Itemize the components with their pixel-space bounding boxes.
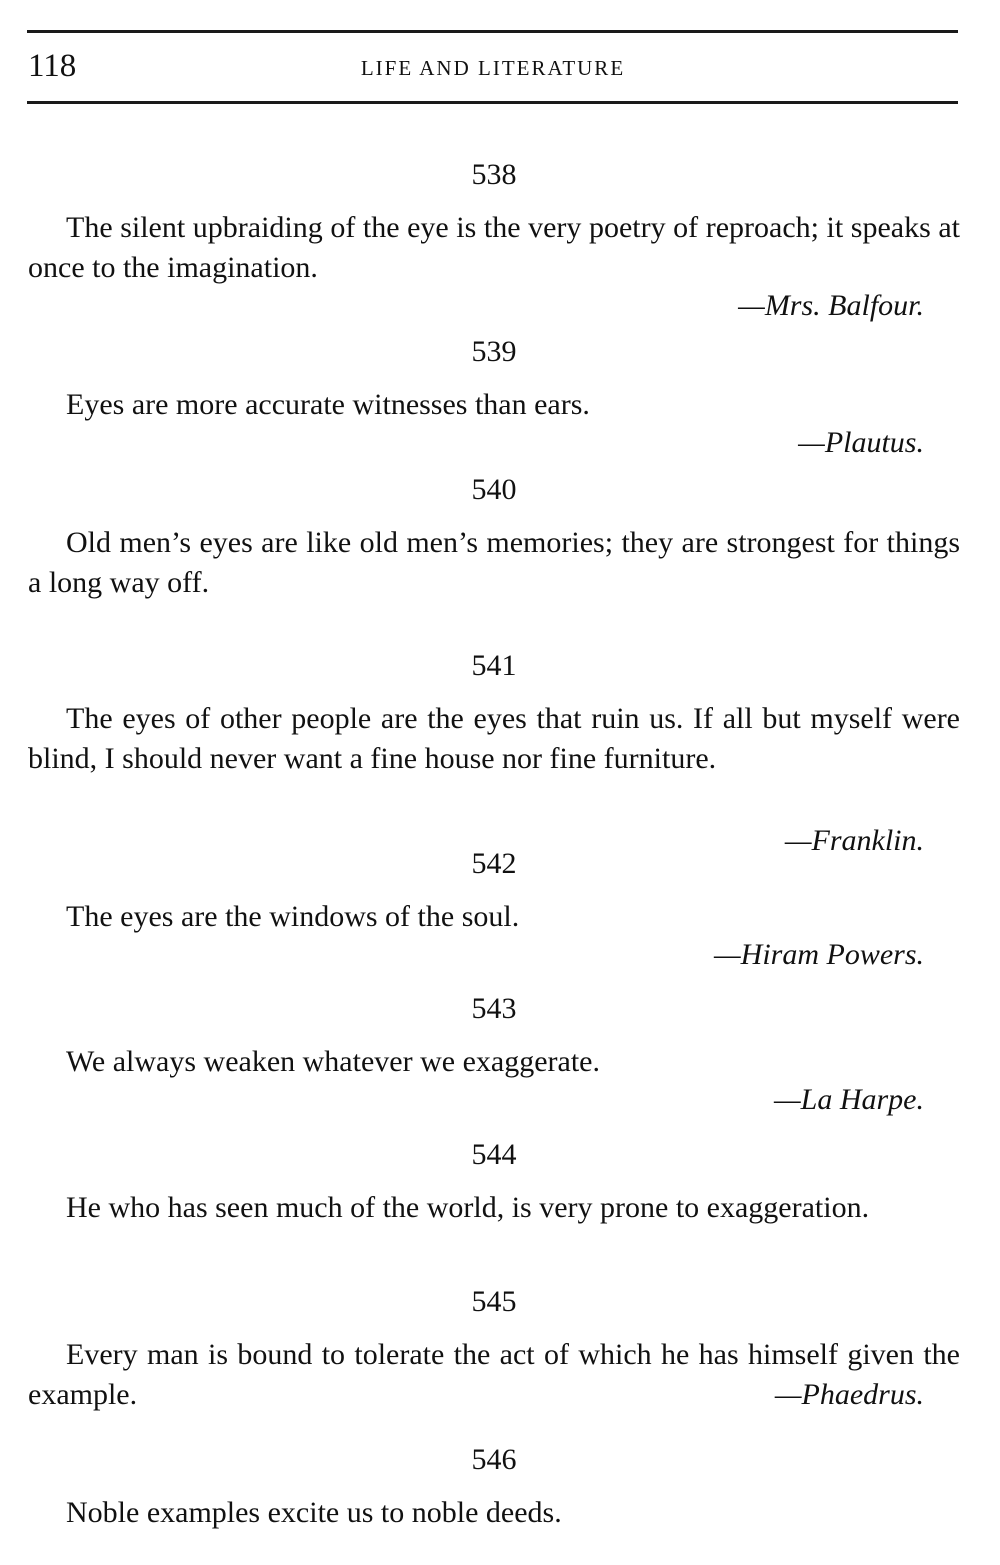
header-bottom-rule	[27, 101, 958, 104]
quotation-body: The eyes of other people are the eyes that ruin us. If all but myself were blind, I should never want a fine house nor fine furniture.	[28, 702, 960, 775]
quotation-entry	[28, 647, 960, 857]
page-number: 118	[28, 48, 77, 84]
quotation-author: —Hiram Powers.	[713, 938, 924, 971]
quotation-text: The silent upbraiding of the eye is the very poetry of reproach; it speaks at once to the imagination.	[28, 211, 960, 284]
quotation-entry	[28, 156, 960, 324]
entry-number: 542	[471, 847, 517, 880]
running-title: LIFE AND LITERATURE	[360, 56, 626, 80]
quotation-entry	[28, 1283, 960, 1413]
quotation-text	[28, 699, 960, 857]
entry-number: 546	[471, 1443, 517, 1476]
entry-number: 540	[471, 473, 517, 506]
header-top-rule	[27, 30, 958, 33]
quotation-entry	[28, 1136, 960, 1228]
quotation-text: Eyes are more accurate witnesses than ears.	[66, 388, 590, 421]
quotation-body: Every man is bound to tolerate the act of which he has himself given the example.	[28, 1338, 960, 1411]
quotation-author: —Phaedrus.	[774, 1378, 924, 1411]
quotation-author: —La Harpe.	[773, 1083, 924, 1116]
entry-number: 541	[471, 649, 517, 682]
quotation-entry	[28, 1441, 960, 1533]
quotation-text: He who has seen much of the world, is very prone to exaggeration.	[66, 1191, 870, 1224]
quotation-text: We always weaken whatever we exaggerate.	[66, 1045, 600, 1078]
entry-number: 544	[471, 1138, 517, 1171]
quotation-text: Old men’s eyes are like old men’s memories; they are strongest for things a long way off.	[28, 526, 960, 599]
quotation-entry	[28, 845, 960, 973]
quotation-text: The eyes are the windows of the soul.	[66, 900, 520, 933]
quotation-entry	[28, 471, 960, 603]
entry-number: 538	[471, 158, 517, 191]
entry-number: 543	[471, 992, 517, 1025]
quotation-author: —Mrs. Balfour.	[738, 289, 924, 322]
quotation-author: —Franklin.	[784, 824, 924, 857]
quotation-entry	[28, 333, 960, 461]
quotation-entry	[28, 990, 960, 1118]
entry-number: 545	[471, 1285, 517, 1318]
quotation-author: —Plautus.	[798, 426, 924, 459]
entry-number: 539	[471, 335, 517, 368]
quotation-text: Noble examples excite us to noble deeds.	[66, 1496, 562, 1529]
